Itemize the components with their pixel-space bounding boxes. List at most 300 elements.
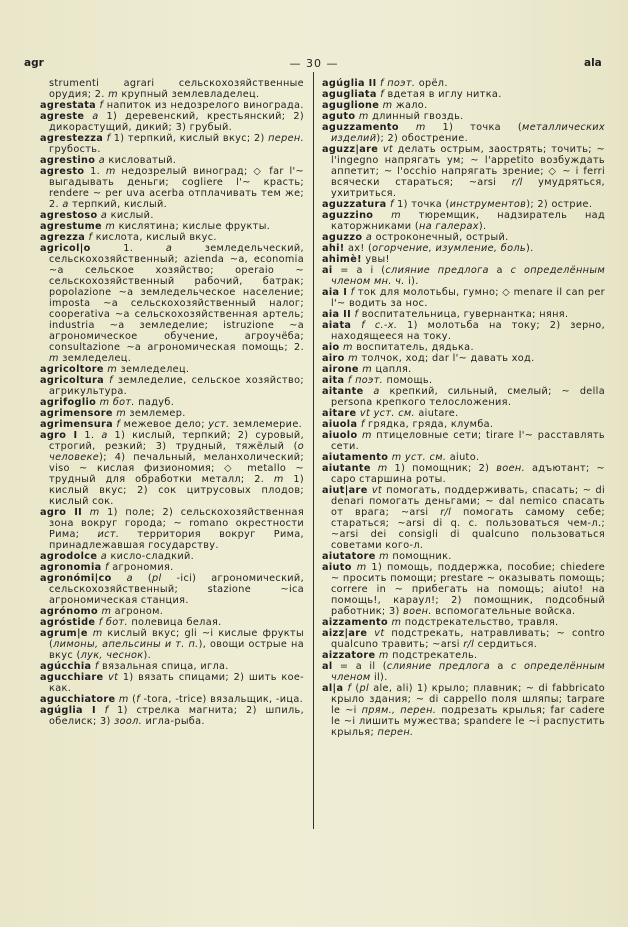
headword: aguzz|are bbox=[322, 144, 379, 155]
headword: agucchiatore bbox=[40, 694, 116, 705]
grammar-label: m уст. см. bbox=[391, 452, 447, 463]
grammar-label: m bbox=[343, 342, 353, 353]
definition-text: агроном. bbox=[111, 606, 164, 617]
definition-text: земледелец. bbox=[117, 364, 190, 375]
dictionary-entry bbox=[322, 287, 605, 309]
definition-text: грядка, гряда, клумба. bbox=[364, 419, 494, 430]
grammar-label: уст. bbox=[208, 419, 230, 430]
dictionary-entry bbox=[322, 628, 605, 650]
grammar-label: m bbox=[116, 408, 126, 419]
column-divider bbox=[313, 72, 314, 829]
dictionary-entry bbox=[40, 606, 304, 617]
grammar-label: f поэт. bbox=[380, 78, 416, 89]
headword: agrestata bbox=[40, 100, 97, 111]
dictionary-entry bbox=[322, 320, 605, 342]
grammar-label: a bbox=[100, 551, 108, 562]
headword: agrimensore bbox=[40, 408, 113, 419]
dictionary-entry bbox=[40, 210, 304, 221]
dictionary-entry bbox=[40, 430, 304, 507]
headword: aguzzino bbox=[322, 210, 374, 221]
dictionary-entry bbox=[40, 155, 304, 166]
dictionary-entry bbox=[322, 463, 605, 485]
grammar-label: vt bbox=[382, 144, 394, 155]
headword: aiutamento bbox=[322, 452, 389, 463]
grammar-label: лимоны, апельсины и т. п. bbox=[53, 639, 199, 650]
grammar-label: m bbox=[362, 364, 373, 375]
dictionary-entry bbox=[322, 661, 605, 683]
dictionary-entry bbox=[40, 694, 304, 705]
definition-text: ( bbox=[128, 694, 137, 705]
grammar-label: m бот. bbox=[99, 397, 135, 408]
definition-text bbox=[399, 122, 416, 133]
grammar-label: a bbox=[365, 232, 373, 243]
dictionary-entry bbox=[40, 507, 304, 551]
dictionary-entry bbox=[40, 243, 304, 364]
definition-text: 1. bbox=[77, 430, 102, 441]
grammar-label: m bbox=[105, 221, 116, 232]
dictionary-entry bbox=[322, 309, 605, 320]
definition-text: 1) точка ( bbox=[393, 199, 450, 210]
definition-text: помощник. bbox=[388, 551, 452, 562]
grammar-label: a bbox=[126, 573, 133, 584]
running-head-right: ala bbox=[584, 57, 602, 69]
definition-text: игла-рыба. bbox=[142, 716, 205, 727]
definition-text: -tora, -trice) вязальщик, -ица. bbox=[140, 694, 304, 705]
headword: aiutante bbox=[322, 463, 371, 474]
definition-text: кисло-сладкий. bbox=[107, 551, 195, 562]
headword: aiut|are bbox=[322, 485, 368, 496]
headword: agrimensura bbox=[40, 419, 113, 430]
definition-text: aiuto. bbox=[446, 452, 480, 463]
definition-text: ). bbox=[478, 221, 487, 232]
grammar-label: f bbox=[347, 683, 352, 694]
grammar-label: pl bbox=[152, 573, 162, 584]
definition-text: делать острым, заострять; точить; ~ l'ingegno напрягать ум; ~ l'appetito возбуждать аппетит; ~ l'occhio напрягать зрение; ◇ ~ i ferri всячески стараться; ~arsi bbox=[331, 144, 605, 188]
dictionary-entry bbox=[322, 232, 605, 243]
grammar-label: перен. bbox=[377, 727, 414, 738]
grammar-label: слияние предлога bbox=[385, 265, 489, 276]
definition-text: толчок, ход; dar l'~ давать ход. bbox=[357, 353, 535, 364]
grammar-label: слияние предлога bbox=[386, 661, 490, 672]
dictionary-entry bbox=[40, 573, 304, 606]
grammar-label: m bbox=[101, 606, 112, 617]
grammar-label: воен. bbox=[496, 463, 525, 474]
headword: agucchiare bbox=[40, 672, 104, 683]
headword: agúglia II bbox=[322, 78, 377, 89]
dictionary-entry bbox=[322, 650, 605, 661]
grammar-label: m bbox=[348, 353, 358, 364]
dictionary-entry bbox=[40, 100, 304, 111]
grammar-label: инструментов bbox=[449, 199, 527, 210]
grammar-label: металлических изделий bbox=[331, 122, 605, 144]
grammar-label: m bbox=[92, 628, 103, 639]
dictionary-entry bbox=[322, 122, 605, 144]
headword: aguzzatura bbox=[322, 199, 387, 210]
headword: agricoltura bbox=[40, 375, 104, 386]
headword: agrodolce bbox=[40, 551, 98, 562]
definition-text: вспомогательные войска. bbox=[431, 606, 576, 617]
definition-text: агрономия. bbox=[108, 562, 174, 573]
definition-text: вдетая в иглу нитка. bbox=[384, 89, 502, 100]
grammar-label: m bbox=[378, 650, 389, 661]
definition-text: земледельческий, сельскохозяйственный; azienda ~a, economia ~a сельское хозяйство; operaio ~ сельскохозяйственный рабочий, батрак; popolazione ~a земледельческое население; imposta ~a сельскохозяйственный налог; cooperativa ~a сельскохозяйственная артель; industria ~a земледелие; istruzione ~a агрономическое обучение, агроучёба; consultazione ~a агрономическая помощь; 2. bbox=[49, 243, 304, 353]
definition-text: 1) вязать спицами; 2) шить кое-как. bbox=[49, 672, 304, 694]
headword: ahimè! bbox=[322, 254, 362, 265]
definition-text: длинный гвоздь. bbox=[368, 111, 464, 122]
dictionary-entry bbox=[322, 562, 605, 617]
headword: agrum|e bbox=[40, 628, 88, 639]
grammar-label: m bbox=[415, 122, 426, 133]
definition-text: умудряться, ухитриться. bbox=[331, 177, 605, 199]
grammar-label: перен. bbox=[268, 133, 304, 144]
grammar-label: r/l bbox=[440, 507, 452, 518]
definition-text: a bbox=[490, 661, 511, 672]
dictionary-entry bbox=[40, 166, 304, 210]
headword: aizzatore bbox=[322, 650, 376, 661]
definition-text: ток для молотьбы, гумно; ◇ menare il can per l'~ водить за нос. bbox=[331, 287, 605, 309]
grammar-label: с определённым членом bbox=[331, 661, 605, 683]
grammar-label: прям., перен. bbox=[361, 705, 437, 716]
grammar-label: a bbox=[100, 210, 108, 221]
grammar-label: f bbox=[88, 232, 93, 243]
definition-text: ); 4) печальный, меланхолический; viso ~ кислая физиономия; ◇ metallo ~ трудный для обработки металл; 2. bbox=[49, 452, 304, 485]
definition-text: орёл. bbox=[415, 78, 448, 89]
dictionary-entry bbox=[322, 419, 605, 430]
definition-text: птицеловные сети; tirare l'~ расставлять сети. bbox=[331, 430, 605, 452]
headword: airone bbox=[322, 364, 359, 375]
definition-text: землемерие. bbox=[229, 419, 303, 430]
definition-text: il). bbox=[370, 672, 388, 683]
headword: agrestoso bbox=[40, 210, 98, 221]
headword: agróstide bbox=[40, 617, 96, 628]
dictionary-entry bbox=[322, 144, 605, 199]
dictionary-entry bbox=[322, 375, 605, 386]
grammar-label: r/l bbox=[463, 639, 475, 650]
headword: ahi! bbox=[322, 243, 345, 254]
definition-text: 1) деревенский, крестьянский; 2) дикорастущий, дикий; 3) грубый. bbox=[49, 111, 304, 133]
definition-text: ). bbox=[143, 650, 152, 661]
headword: aiuto bbox=[322, 562, 352, 573]
definition-text: 1) помощник; 2) bbox=[387, 463, 497, 474]
definition-text: strumenti agrari сельскохозяйственные орудия; 2. bbox=[49, 78, 304, 100]
headword: airo bbox=[322, 353, 345, 364]
definition-text: ); 2) острие. bbox=[526, 199, 593, 210]
headword: aiuolo bbox=[322, 430, 358, 441]
headword: agugliata bbox=[322, 89, 377, 100]
definition-text: кислятина; кислые фрукты. bbox=[115, 221, 271, 232]
headword: al bbox=[322, 661, 333, 672]
grammar-label: f bbox=[99, 100, 104, 111]
headword: aguzzo bbox=[322, 232, 363, 243]
definition-text: кисловатый. bbox=[104, 155, 177, 166]
definition-text: падуб. bbox=[134, 397, 175, 408]
headword: aitare bbox=[322, 408, 357, 419]
grammar-label: на галерах bbox=[419, 221, 479, 232]
definition-text: терпкий, кислый. bbox=[68, 199, 168, 210]
grammar-label: m bbox=[358, 111, 369, 122]
page-number: — 30 — bbox=[289, 57, 339, 70]
dictionary-entry bbox=[322, 199, 605, 210]
grammar-label: pl bbox=[359, 683, 370, 694]
grammar-label: f bbox=[380, 89, 385, 100]
headword: aguto bbox=[322, 111, 356, 122]
dictionary-entry bbox=[40, 562, 304, 573]
headword: aiutatore bbox=[322, 551, 376, 562]
headword: agrónomo bbox=[40, 606, 99, 617]
headword: agresto bbox=[40, 166, 85, 177]
headword: agrestezza bbox=[40, 133, 104, 144]
definition-text: помогать, поддерживать, спасать; ~ di denari помогать деньгами; ~ dal nemico спасать от врага; ~arsi bbox=[331, 485, 606, 518]
headword: agrestino bbox=[40, 155, 96, 166]
headword: agúglia I bbox=[40, 705, 96, 716]
definition-text: подстрекательство, травля. bbox=[401, 617, 559, 628]
dictionary-entry bbox=[322, 551, 605, 562]
grammar-label: f bbox=[136, 694, 141, 705]
grammar-label: f бот. bbox=[98, 617, 128, 628]
headword: aitante bbox=[322, 386, 364, 397]
definition-text: полевица белая. bbox=[127, 617, 222, 628]
definition-text: помогать самому себе; стараться; ~arsi di q. c. пользоваться чем-л.; ~arsi dei consigli di qualcuno пользоваться советами кого-л. bbox=[331, 507, 605, 551]
grammar-label: a bbox=[165, 243, 173, 254]
dictionary-entry bbox=[40, 397, 304, 408]
headword: aizzamento bbox=[322, 617, 389, 628]
grammar-label: лук, чеснок bbox=[80, 650, 144, 661]
definition-text: сердиться. bbox=[474, 639, 538, 650]
dictionary-entry bbox=[322, 683, 605, 738]
dictionary-entry bbox=[40, 221, 304, 232]
grammar-label: f bbox=[105, 562, 109, 573]
grammar-label: m bbox=[362, 430, 372, 441]
grammar-label: f bbox=[116, 419, 121, 430]
definition-text: 1) кислый, терпкий; 2) суровый, строгий, резкий; 3) трудный, тяжёлый ( bbox=[49, 430, 304, 452]
grammar-label: зоол. bbox=[114, 716, 143, 727]
dictionary-entry bbox=[322, 342, 605, 353]
grammar-label: воен. bbox=[403, 606, 432, 617]
grammar-label: m bbox=[108, 89, 118, 100]
right-column bbox=[322, 78, 605, 738]
dictionary-entry bbox=[322, 254, 605, 265]
grammar-label: с определённым членом мн. ч. bbox=[331, 265, 605, 287]
grammar-label: f bbox=[106, 133, 111, 144]
definition-text bbox=[351, 320, 361, 331]
grammar-label: m bbox=[379, 551, 389, 562]
grammar-label: m bbox=[391, 617, 402, 628]
grammar-label: m bbox=[118, 694, 129, 705]
headword: agronomia bbox=[40, 562, 102, 573]
dictionary-entry bbox=[40, 661, 304, 672]
dictionary-entry bbox=[40, 232, 304, 243]
definition-text: территория вокруг Рима, принадлежавшая государству. bbox=[49, 529, 304, 551]
dictionary-entry bbox=[40, 628, 304, 661]
grammar-label: f bbox=[389, 199, 394, 210]
headword: agro II bbox=[40, 507, 83, 518]
dictionary-entry bbox=[40, 111, 304, 133]
definition-text: недозрелый виноград; ◇ far l'~ выгадывать деньги; cogliere l'~ красть; rendere ~ per uva acerba отплачивать тем же; 2. bbox=[49, 166, 304, 210]
headword: aizz|are bbox=[322, 628, 368, 639]
dictionary-entry bbox=[40, 617, 304, 628]
grammar-label: о человеке bbox=[49, 441, 304, 463]
definition-text: землемер. bbox=[126, 408, 186, 419]
dictionary-entry bbox=[322, 243, 605, 254]
grammar-label: огорчение, изумление, боль bbox=[372, 243, 526, 254]
grammar-label: a bbox=[101, 430, 108, 441]
dictionary-entry bbox=[322, 210, 605, 232]
grammar-label: f bbox=[354, 309, 359, 320]
definition-text: подстрекать, натравливать; ~ contro qualcuno травить; ~arsi bbox=[331, 628, 606, 650]
headword: aguglione bbox=[322, 100, 380, 111]
headword: aiata bbox=[322, 320, 352, 331]
grammar-label: vt bbox=[371, 485, 383, 496]
definition-text: жало. bbox=[392, 100, 428, 111]
grammar-label: r/l bbox=[511, 177, 523, 188]
grammar-label: m bbox=[107, 364, 118, 375]
definition-text bbox=[82, 507, 90, 518]
definition-text: воспитательница, гувернантка; няня. bbox=[358, 309, 569, 320]
definition-text: межевое дело; bbox=[120, 419, 209, 430]
definition-text bbox=[371, 463, 378, 474]
headword: agricol|o bbox=[40, 243, 91, 254]
dictionary-entry bbox=[40, 133, 304, 155]
definition-text: цапля. bbox=[372, 364, 412, 375]
grammar-label: m bbox=[273, 474, 284, 485]
dictionary-entry bbox=[40, 419, 304, 430]
dictionary-entry bbox=[40, 672, 304, 694]
headword: aguzzamento bbox=[322, 122, 399, 133]
dictionary-entry bbox=[40, 78, 304, 100]
dictionary-entry bbox=[322, 89, 605, 100]
grammar-label: f с.-х. bbox=[361, 320, 398, 331]
dictionary-entry bbox=[322, 408, 605, 419]
definition-text: напиток из недозрелого винограда. bbox=[103, 100, 304, 111]
grammar-label: f bbox=[109, 375, 113, 386]
definition-text: 1) стрелка магнита; 2) шпиль, обелиск; 3) bbox=[49, 705, 305, 727]
headword: agúcchia bbox=[40, 661, 92, 672]
definition-text: a bbox=[488, 265, 511, 276]
dictionary-entry bbox=[40, 364, 304, 375]
definition-text: ale, ali) 1) крыло; плавник; ~ di fabbricato крыло здания; ~ di cappello поля шляпы; tarpare le ~i bbox=[331, 683, 605, 716]
dictionary-entry bbox=[40, 375, 304, 397]
headword: agrestume bbox=[40, 221, 102, 232]
definition-text: земледелие, сельское хозяйство; агрикультура. bbox=[49, 375, 304, 397]
definition-text: воспитатель, дядька. bbox=[352, 342, 474, 353]
grammar-label: f bbox=[104, 705, 109, 716]
grammar-label: m bbox=[49, 353, 59, 364]
definition-text: помощь. bbox=[383, 375, 433, 386]
headword: agronómi|co bbox=[40, 573, 112, 584]
dictionary-entry bbox=[322, 265, 605, 287]
definition-text: 1) точка ( bbox=[425, 122, 523, 133]
grammar-label: f bbox=[94, 661, 99, 672]
definition-text: вязальная спица, игла. bbox=[98, 661, 229, 672]
headword: aita bbox=[322, 375, 345, 386]
headword: agro I bbox=[40, 430, 78, 441]
running-head-left: agr bbox=[24, 57, 44, 69]
grammar-label: a bbox=[92, 111, 99, 122]
definition-text: ). bbox=[526, 243, 534, 254]
definition-text: ), овощи острые на вкус ( bbox=[49, 639, 304, 661]
definition-text: 1) помощь, поддержка, пособие; chiedere ~ просить помощи; prestare ~ оказывать помощь; correre in ~ прибегать на помощь; aiuto! на помощь!, караул!; 2) помощник, подсобный работник; 3) bbox=[331, 562, 605, 617]
definition-text: 1) молотьба на току; 2) зерно, находящееся на току. bbox=[331, 320, 606, 342]
dictionary-entry bbox=[322, 364, 605, 375]
definition-text: тюремщик, надзиратель над каторжниками ( bbox=[331, 210, 605, 232]
definition-text: увы! bbox=[361, 254, 390, 265]
definition-text: 1) кислый вкус; 2) сок цитрусовых плодов; кислый сок. bbox=[49, 474, 304, 507]
dictionary-entry bbox=[322, 452, 605, 463]
dictionary-entry bbox=[40, 408, 304, 419]
definition-text: i). bbox=[404, 276, 419, 287]
headword: agricoltore bbox=[40, 364, 104, 375]
definition-text: подрезать крылья; far cadere le ~i лишить мужества; spandere le ~i распустить крылья; bbox=[331, 705, 605, 738]
definition-text: = a i ( bbox=[332, 265, 386, 276]
grammar-label: vt уст. см. bbox=[359, 408, 415, 419]
headword: agrifoglio bbox=[40, 397, 97, 408]
grammar-label: m bbox=[89, 507, 100, 518]
headword: agrezza bbox=[40, 232, 86, 243]
definition-text: кислый вкус; gli ~i кислые фрукты ( bbox=[49, 628, 304, 650]
headword: al|a bbox=[322, 683, 344, 694]
grammar-label: f bbox=[360, 419, 365, 430]
headword: aia I bbox=[322, 287, 348, 298]
grammar-label: a bbox=[373, 386, 380, 397]
grammar-label: m bbox=[105, 166, 116, 177]
definition-text bbox=[96, 705, 105, 716]
definition-text: ); 2) обострение. bbox=[376, 133, 469, 144]
definition-text: подстрекатель. bbox=[388, 650, 478, 661]
definition-text: крупный землевладелец. bbox=[117, 89, 260, 100]
headword: aia II bbox=[322, 309, 352, 320]
dictionary-entry bbox=[322, 617, 605, 628]
definition-text bbox=[373, 210, 391, 221]
definition-text: кислый. bbox=[107, 210, 154, 221]
definition-text: 1) терпкий, кислый вкус; 2) bbox=[110, 133, 269, 144]
grammar-label: vt bbox=[374, 628, 385, 639]
grammar-label: m bbox=[391, 210, 401, 221]
dictionary-entry bbox=[40, 551, 304, 562]
headword: ai bbox=[322, 265, 333, 276]
dictionary-entry bbox=[322, 111, 605, 122]
grammar-label: f bbox=[350, 287, 355, 298]
definition-text: aiutare. bbox=[414, 408, 459, 419]
left-column bbox=[40, 78, 304, 727]
definition-text: = a il ( bbox=[332, 661, 387, 672]
headword: agreste bbox=[40, 111, 85, 122]
definition-text: 1. bbox=[90, 243, 166, 254]
dictionary-entry bbox=[322, 100, 605, 111]
definition-text: ( bbox=[132, 573, 153, 584]
definition-text: ах! ( bbox=[344, 243, 373, 254]
grammar-label: m bbox=[382, 100, 393, 111]
headword: aio bbox=[322, 342, 340, 353]
grammar-label: m bbox=[377, 463, 388, 474]
dictionary-entry bbox=[322, 430, 605, 452]
grammar-label: m bbox=[356, 562, 367, 573]
grammar-label: a bbox=[62, 199, 69, 210]
dictionary-entry bbox=[322, 386, 605, 408]
dictionary-entry bbox=[322, 353, 605, 364]
definition-text: крепкий, сильный, смелый; ~ della persona крепкого телосложения. bbox=[331, 386, 605, 408]
grammar-label: ист. bbox=[97, 529, 120, 540]
definition-text: грубость. bbox=[49, 144, 101, 155]
grammar-label: a bbox=[98, 155, 105, 166]
dictionary-entry bbox=[40, 705, 304, 727]
definition-text: земледелец. bbox=[58, 353, 132, 364]
definition-text: 1. bbox=[84, 166, 106, 177]
headword: aiuola bbox=[322, 419, 358, 430]
definition-text: остроконечный, острый. bbox=[372, 232, 509, 243]
definition-text: 1) поле; 2) сельскохозяйственная зона вокруг города; ~ romano окрестности Рима; bbox=[49, 507, 305, 540]
definition-text bbox=[364, 386, 374, 397]
definition-text: ( bbox=[351, 683, 360, 694]
